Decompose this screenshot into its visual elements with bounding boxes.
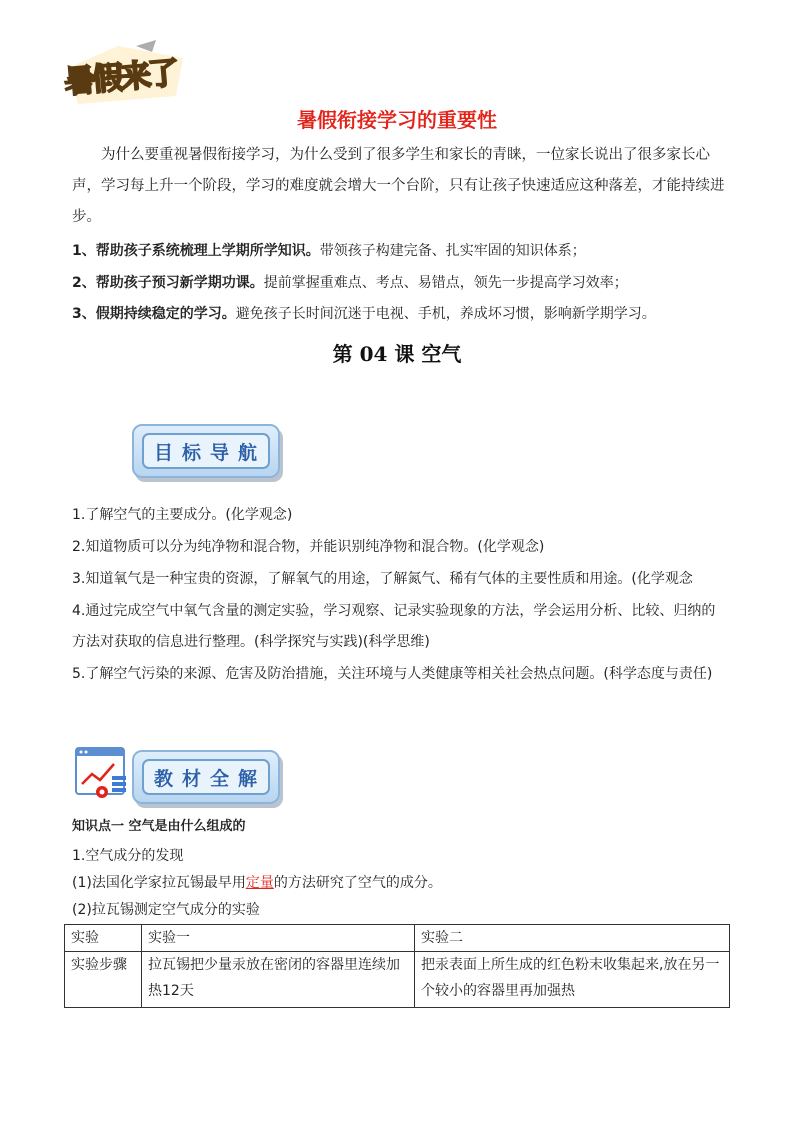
intro-point	[72, 303, 732, 323]
goals-badge	[132, 424, 280, 478]
chart-icon	[74, 746, 130, 802]
table-row	[65, 952, 730, 1008]
table-header-cell: 实验二	[415, 925, 730, 952]
goal-item: 2.知道物质可以分为纯净物和混合物，并能识别纯净物和混合物。(化学观念)	[72, 539, 545, 555]
intro-point	[72, 240, 732, 260]
highlight-term: 定量	[245, 875, 274, 891]
goal-item: 3.知道氧气是一种宝贵的资源，了解氧气的用途，了解氮气、稀有气体的主要性质和用途。(化学观念	[72, 571, 693, 587]
table-cell: 把汞表面上所生成的红色粉末收集起来,放在另一个较小的容器里再加强热	[415, 952, 730, 1008]
point-text: 带领孩子构建完备、扎实牢固的知识体系；	[319, 243, 586, 259]
section-line	[72, 872, 442, 892]
material-badge-label: 教材全解	[142, 759, 270, 795]
table-header-cell: 实验一	[142, 925, 415, 952]
goals-badge-label: 目标导航	[142, 433, 270, 469]
goal-item: 5.了解空气污染的来源、危害及防治措施，关注环境与人类健康等相关社会热点问题。(科学态度与责任)	[72, 666, 713, 682]
section-text: 的方法研究了空气的成分。	[273, 875, 442, 891]
summer-logo	[58, 38, 193, 110]
intro-paragraph: 为什么要重视暑假衔接学习，为什么受到了很多学生和家长的青睐，一位家长说出了很多家长心声，学习每上升一个阶段，学习的难度就会增大一个台阶，只有让孩子快速适应这种落差，才能持续进步。	[72, 147, 725, 225]
table-cell: 拉瓦锡把少量汞放在密闭的容器里连续加热12天	[142, 952, 415, 1008]
logo-text: 暑假来了	[62, 55, 178, 101]
point-bold: 假期持续稳定的学习。	[95, 306, 236, 322]
lesson-title: 第 04 课 空气	[332, 342, 462, 366]
section-heading: (2)拉瓦锡测定空气成分的实验	[72, 902, 260, 918]
point-num: 1、	[72, 243, 96, 259]
table-header-row	[65, 925, 730, 952]
goal-item: 4.通过完成空气中氧气含量的测定实验，学习观察、记录实验现象的方法，学会运用分析、比较、归纳的	[72, 603, 716, 619]
intro-point	[72, 272, 732, 292]
point-text: 避免孩子长时间沉迷于电视、手机，养成坏习惯，影响新学期学习。	[235, 306, 656, 322]
intro-title: 暑假衔接学习的重要性	[297, 108, 497, 132]
point-bold: 帮助孩子预习新学期功课。	[95, 275, 264, 291]
table-header-cell: 实验	[65, 925, 142, 952]
experiment-table	[64, 924, 730, 1008]
material-badge	[132, 750, 280, 804]
goal-item: 方法对获取的信息进行整理。(科学探究与实践)(科学思维)	[72, 634, 430, 650]
knowledge-title: 知识点一 空气是由什么组成的	[72, 819, 246, 834]
table-cell: 实验步骤	[65, 952, 142, 1008]
point-text: 提前掌握重难点、考点、易错点，领先一步提高学习效率；	[263, 275, 628, 291]
goal-item: 1.了解空气的主要成分。(化学观念)	[72, 507, 293, 523]
point-num: 3、	[72, 306, 96, 322]
section-heading: 1.空气成分的发现	[72, 848, 184, 864]
point-num: 2、	[72, 275, 96, 291]
point-bold: 帮助孩子系统梳理上学期所学知识。	[95, 243, 320, 259]
section-text: (1)法国化学家拉瓦锡最早用	[72, 875, 246, 891]
